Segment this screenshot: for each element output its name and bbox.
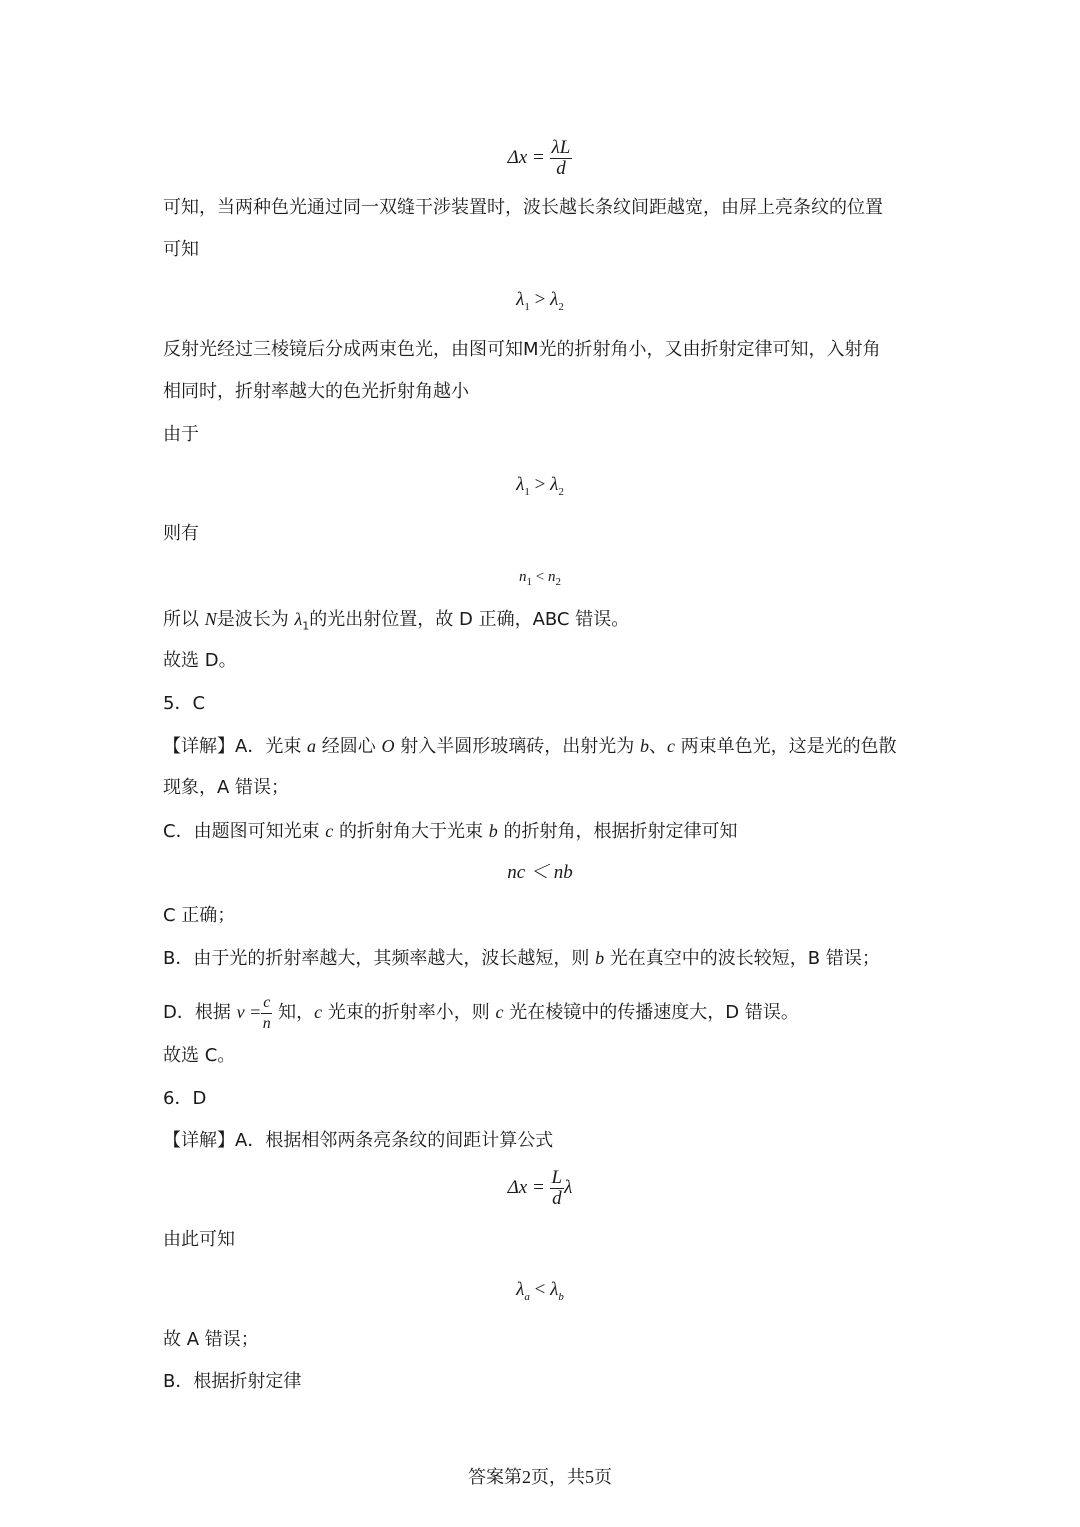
- text: B．由于光的折射率越大，其频率越大，波长越短，则: [163, 948, 596, 969]
- paragraph: 【详解】A．根据相邻两条亮条纹的间距计算公式: [163, 1130, 554, 1151]
- formula-lambda-compare: [0, 288, 1080, 319]
- symbol: n: [519, 569, 527, 585]
- fraction: [261, 993, 272, 1034]
- question-heading: 6．D: [163, 1088, 207, 1109]
- symbol: λ: [516, 1279, 525, 1300]
- subscript: 2: [558, 300, 564, 313]
- text: 光束的折射率小，则: [322, 1002, 496, 1023]
- question-heading: 5．C: [163, 693, 206, 714]
- symbol: λ: [550, 474, 559, 495]
- formula-nc-nb: nc ＜ nb: [507, 862, 573, 883]
- symbol: c: [666, 736, 675, 756]
- paragraph: 可知: [163, 239, 199, 260]
- text: 是波长为: [216, 609, 295, 630]
- text: 的折射角，根据折射定律可知: [497, 821, 738, 842]
- formula-fringe-spacing: [0, 1168, 1080, 1209]
- symbol: v =: [236, 1002, 262, 1022]
- paragraph: B．根据折射定律: [163, 1371, 302, 1392]
- subscript: b: [558, 1290, 564, 1303]
- symbol: a: [307, 736, 317, 756]
- subscript: 1: [524, 485, 530, 498]
- operator: >: [529, 289, 551, 310]
- symbol: N: [204, 609, 217, 629]
- paragraph: 反射光经过三棱镜后分成两束色光，由图可知M光的折射角小，又由折射定律可知，入射角: [163, 339, 881, 360]
- text: D．根据: [163, 1002, 237, 1023]
- paragraph: 故选 D。: [163, 650, 237, 671]
- operator: >: [529, 474, 551, 495]
- text: 知，: [272, 1002, 315, 1023]
- text: C．由题图可知光束: [163, 821, 326, 842]
- formula-lhs: Δx =: [507, 146, 545, 168]
- text: 【详解】A．光束: [163, 736, 308, 757]
- operator: <: [529, 1279, 551, 1300]
- subscript: 2: [558, 485, 564, 498]
- paragraph: [163, 607, 629, 639]
- symbol: b: [595, 948, 605, 968]
- subscript: 1: [526, 576, 533, 588]
- subscript: 1: [302, 619, 310, 633]
- fraction: [550, 1168, 565, 1209]
- subscript: 1: [524, 300, 530, 313]
- fraction: [550, 138, 573, 179]
- symbol: λ: [564, 1176, 573, 1198]
- symbol: O: [381, 736, 395, 756]
- text: 、: [648, 736, 667, 757]
- formula-n-compare: [0, 565, 1080, 594]
- symbol: c: [314, 1002, 323, 1022]
- text: 所以: [163, 609, 205, 630]
- denominator: d: [552, 1188, 562, 1209]
- paragraph: 由此可知: [163, 1229, 235, 1250]
- numerator: L: [551, 1167, 563, 1188]
- symbol: c: [325, 821, 334, 841]
- page-footer: 答案第2页，共5页: [468, 1467, 612, 1487]
- symbol: λ: [550, 289, 559, 310]
- paragraph: 由于: [163, 424, 199, 445]
- symbol: b: [639, 736, 649, 756]
- symbol: n: [547, 569, 556, 585]
- symbol: λ: [516, 474, 525, 495]
- text: 的光出射位置，故 D 正确，ABC 错误。: [309, 609, 630, 630]
- formula-fringe-spacing: [0, 138, 1080, 179]
- symbol: b: [488, 821, 498, 841]
- numerator: c: [261, 993, 272, 1014]
- formula-lhs: Δx =: [507, 1176, 545, 1198]
- symbol: c: [495, 1002, 504, 1022]
- formula-lambda-compare: [0, 473, 1080, 504]
- numerator: λL: [551, 137, 571, 158]
- text: 经圆心: [316, 736, 382, 757]
- subscript: a: [524, 1290, 530, 1303]
- denominator: d: [556, 158, 566, 179]
- paragraph: 现象，A 错误；: [163, 777, 290, 798]
- denominator: n: [262, 1014, 271, 1032]
- symbol: λ: [294, 609, 303, 629]
- paragraph: C 正确；: [163, 905, 236, 926]
- paragraph: 则有: [163, 523, 199, 544]
- symbol: λ: [516, 289, 525, 310]
- paragraph: 可知，当两种色光通过同一双缝干涉装置时，波长越长条纹间距越宽，由屏上亮条纹的位置: [163, 197, 883, 218]
- text: 的折射角大于光束: [333, 821, 489, 842]
- text: 光在真空中的波长较短，B 错误；: [604, 948, 880, 969]
- text: 两束单色光，这是光的色散: [674, 736, 897, 757]
- paragraph: [163, 990, 799, 1035]
- paragraph: [163, 946, 880, 971]
- operator: <: [532, 569, 548, 585]
- formula-lambda-ab: [0, 1278, 1080, 1309]
- symbol: λ: [550, 1279, 559, 1300]
- paragraph: 故 A 错误；: [163, 1329, 259, 1350]
- paragraph: 相同时，折射率越大的色光折射角越小: [163, 381, 469, 402]
- text: 射入半圆形玻璃砖，出射光为: [394, 736, 640, 757]
- paragraph: 故选 C。: [163, 1045, 236, 1066]
- subscript: 2: [555, 576, 561, 588]
- paragraph: [163, 819, 737, 844]
- paragraph: [163, 734, 897, 759]
- text: 光在棱镜中的传播速度大，D 错误。: [503, 1002, 799, 1023]
